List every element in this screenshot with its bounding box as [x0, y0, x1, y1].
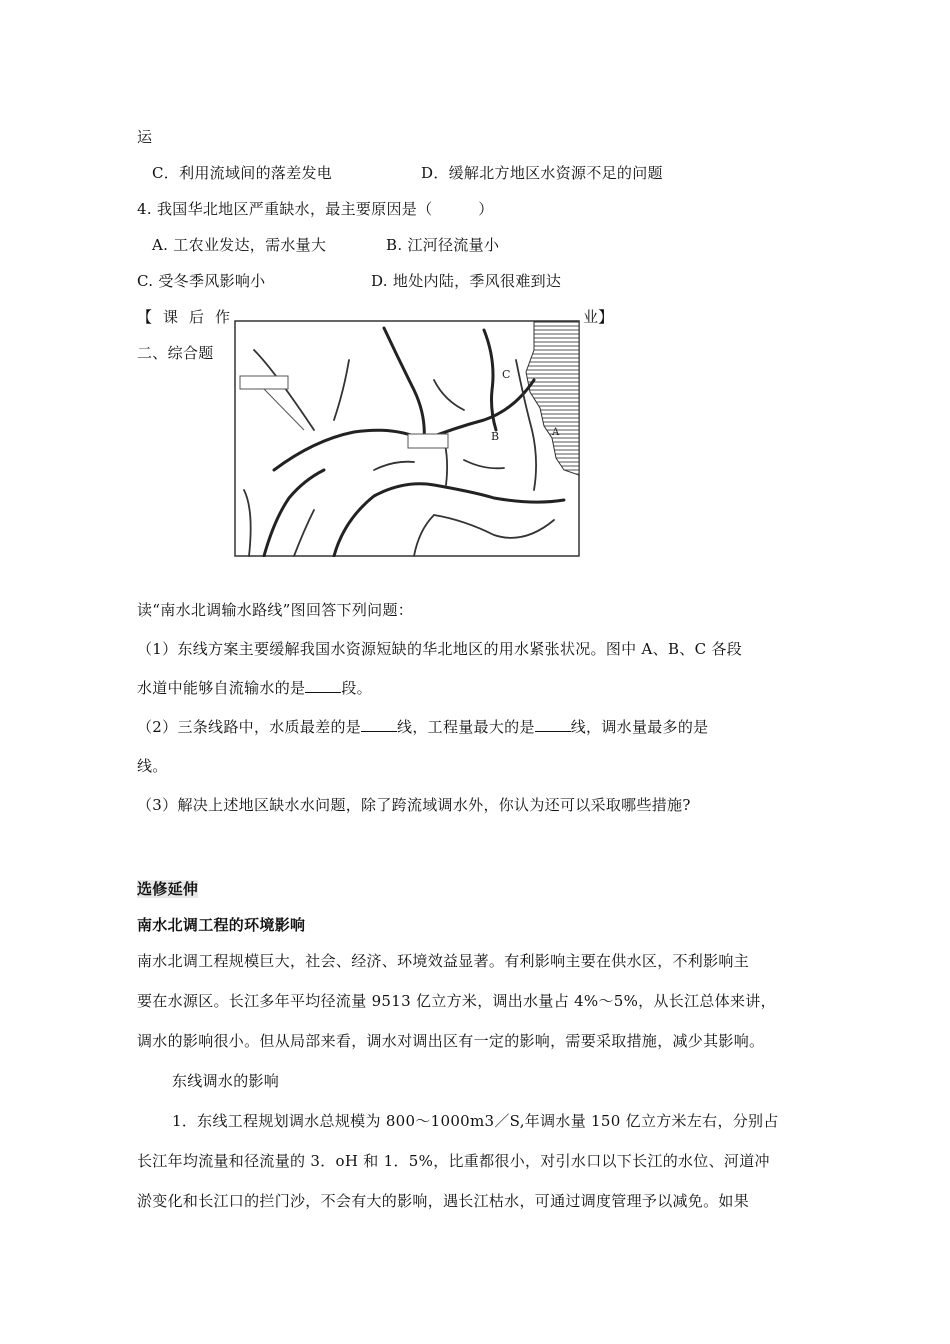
paragraph-line: 长江年均流量和径流量的 3．oH 和 1．5%，比重都很小，对引水口以下长江的水位、河道冲 [137, 1152, 770, 1170]
homework-char: 后 [189, 308, 205, 326]
paragraph-line: 调水的影响很小。但从局部来看，调水对调出区有一定的影响，需要采取措施，减少其影响。 [137, 1032, 765, 1050]
extension-title: 南水北调工程的环境影响 [137, 916, 306, 934]
paragraph-line: 1．东线工程规划调水总规模为 800～1000m3／S,年调水量 150 亿立方米左右，分别占 [172, 1112, 779, 1130]
paragraph-line: 南水北调工程规模巨大，社会、经济、环境效益显著。有利影响主要在供水区，不利影响主 [137, 952, 750, 970]
q1-text: 段。 [341, 679, 372, 697]
extension-heading: 选修延伸 [137, 880, 199, 898]
question-2 [137, 717, 708, 737]
map-label-b: B [491, 430, 500, 443]
q2-text: 线，工程量最大的是 [397, 718, 535, 736]
option-d: D．缓解北方地区水资源不足的问题 [421, 164, 663, 182]
option-c: C．利用流域间的落差发电 [152, 164, 333, 182]
subheading: 东线调水的影响 [172, 1072, 280, 1090]
homework-bracket-open: 【 [137, 308, 153, 326]
answer-blank[interactable] [361, 717, 397, 732]
question-intro: 读“南水北调输水路线”图回答下列问题： [137, 601, 414, 619]
homework-bracket-close: 业】 [583, 308, 614, 326]
question-1: （1）东线方案主要缓解我国水资源短缺的华北地区的用水紧张状况。图中 A、B、C 各段 [137, 640, 743, 658]
map-label-c: C [502, 368, 511, 381]
q2-text: （2）三条线路中，水质最差的是 [137, 718, 362, 736]
paragraph-line: 要在水源区。长江多年平均径流量 9513 亿立方米，调出水量占 4%～5%，从长江总体来讲， [137, 992, 776, 1010]
question-1-cont [137, 678, 372, 698]
map-label-a: A [552, 427, 560, 438]
option-d: D. 地处内陆，季风很难到达 [371, 272, 562, 290]
question-3: （3）解决上述地区缺水水问题，除了跨流域调水外，你认为还可以采取哪些措施? [137, 796, 691, 814]
option-b: B. 江河径流量小 [386, 236, 500, 254]
answer-blank[interactable] [305, 678, 341, 693]
q2-text: 线，调水量最多的是 [570, 718, 709, 736]
section-heading: 二、综合题 [137, 344, 214, 362]
homework-char: 作 [215, 308, 231, 326]
paragraph-line: 淤变化和长江口的拦门沙，不会有大的影响，遇长江枯水，可通过调度管理予以减免。如果 [137, 1192, 750, 1210]
text-line: 运 [137, 128, 153, 146]
option-c: C. 受冬季风影响小 [137, 272, 266, 290]
option-a: A. 工农业发达，需水量大 [152, 236, 327, 254]
question-4: 4. 我国华北地区严重缺水，最主要原因是（ ） [137, 200, 494, 218]
q1-text: 水道中能够自流输水的是 [137, 679, 306, 697]
question-2-cont: 线。 [137, 757, 168, 775]
homework-char: 课 [163, 308, 179, 326]
south-north-water-diversion-map [234, 320, 580, 557]
answer-blank[interactable] [535, 717, 571, 732]
